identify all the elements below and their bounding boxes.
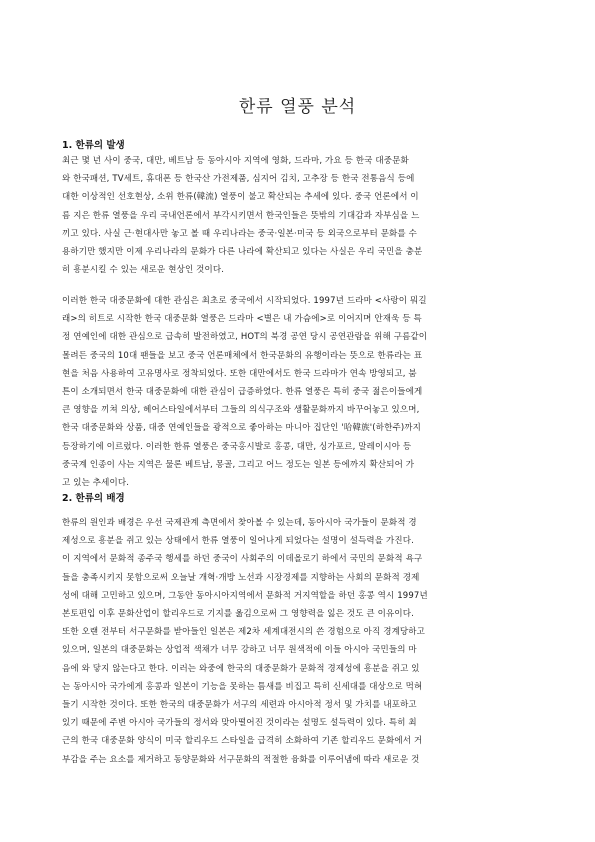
text-line: 최근 몇 년 사이 중국, 대만, 베트남 등 동아시아 지역에 영화, 드라마, 가요 등 한국 대중문화 (62, 156, 409, 166)
text-line: 제성으로 흥분을 쥐고 있는 상태에서 한류 열풍이 일어나게 되었다는 설명이 설득력을 가진다. (62, 536, 414, 547)
text-line: 중국계 인종이 사는 지역은 물론 베트남, 몽골, 그리고 어느 정도는 일본 등에까지 확산되어 가 (62, 459, 415, 470)
text-line: 들을 충족시키지 못함으로써 오늘날 개혁·개방 노선과 시장경제를 지향하는 사회의 문화적 경제 (62, 572, 420, 583)
text-line: 성에 대해 고민하고 있으며, 그동안 동아시아지역에서 문화적 거지역할을 하던 홍콩 역시 1997년 (62, 590, 428, 601)
text-line: 큰 영향을 끼쳐 의상, 헤어스타일에서부터 그들의 의식구조와 생활문화까지 바꾸어놓고 있으며, (62, 405, 420, 416)
text-line: 음에 와 닿지 않는다고 한다. 이러는 와중에 한국의 대중문화가 문화적 경제성에 흥분을 쥐고 있 (62, 663, 420, 674)
section-1-paragraph-1 (62, 152, 534, 279)
text-line: 튼이 소개되면서 한국 대중문화에 대한 관심이 급증하였다. 한류 열풍은 특히 중국 젊은이들에게 (62, 387, 423, 398)
section-2-paragraph-1 (62, 514, 534, 769)
text-line: 와 한국패션, TV세트, 휴대폰 등 한국산 가전제품, 심지어 김치, 고추장 등 한국 전통음식 등에 (62, 174, 415, 185)
text-line: 한류의 원인과 배경은 우선 국제관계 측면에서 찾아볼 수 있는데, 동아시아 국가들이 문화적 경 (62, 518, 417, 528)
text-line: 또한 오랜 전부터 서구문화를 받아들인 일본은 제2차 세계대전시의 쓴 경험으로 아직 경계당하고 (62, 627, 426, 638)
text-line: 정 연예인에 대한 관심으로 급속히 발전하였고, HOT의 북경 공연 당시 공연관람을 위해 구름같이 (62, 332, 428, 343)
section-heading-1: 1. 한류의 발생 (62, 140, 125, 151)
text-line: 고 있는 추세이다. (62, 478, 130, 489)
text-line: 래>의 히트로 시작한 한국 대중문화 열풍은 드라마 <별은 내 가슴에>로 이어지며 안재욱 등 특 (62, 314, 422, 325)
text-line: 히 흥분시킬 수 있는 새로운 현상인 것이다. (62, 265, 225, 276)
text-line: 있으며, 일본의 대중문화는 상업적 색채가 너무 강하고 너무 원색적에 이들 아시아 국민들의 마 (62, 645, 417, 656)
text-line: 근의 한국 대중문화 양식이 미국 할리우드 스타일을 급격히 소화하여 기존 할리우드 문화에서 거 (62, 736, 423, 747)
text-line: 있기 때문에 주변 아시아 국가들의 정서와 맞아떨어진 것이라는 설명도 설득력이 있다. 특히 최 (62, 718, 417, 729)
text-line: 한국 대중문화와 상품, 대중 연예인들을 광적으로 좋아하는 마니아 집단인 '哈韓族'(하한주)까지 (62, 423, 422, 434)
text-line: 는 동아시아 국가에게 홍콩과 일본이 기능을 못하는 틈새를 비집고 특히 신세대를 대상으로 먹혀 (62, 681, 423, 692)
text-line: 부감을 주는 요소를 제거하고 동양문화와 서구문화의 적절한 융화를 이루어냄에 따라 새로운 것 (62, 754, 420, 765)
text-line: 몰려든 중국의 10대 팬들을 보고 중국 언론매체에서 한국문화의 유행이라는 뜻으로 한류라는 표 (62, 350, 423, 361)
text-line: 들기 시작한 것이다. 또한 한국의 대중문화가 서구의 세련과 아시아적 정서 및 가치를 내포하고 (62, 700, 417, 711)
text-line: 등장하기에 이르렀다. 이러한 한류 열풍은 중국홍시발로 홍콩, 대만, 싱가포르, 말레이시아 등 (62, 441, 412, 452)
text-line: 끼고 있다. 사실 근·현대사만 놓고 볼 때 우리나라는 중국·일본·미국 등 외국으로부터 문화를 수 (62, 228, 417, 239)
section-1-paragraph-2 (62, 292, 534, 492)
text-line: 대한 이상적인 선호현상, 소위 한류(韓流) 열풍이 불고 확산되는 추세에 있다. 중국 언론에서 이 (62, 192, 419, 203)
text-line: 이 지역에서 문화적 종주국 행세를 하던 중국이 사회주의 이데올로기 하에서 국민의 문화적 욕구 (62, 554, 423, 565)
text-line: 름 지은 한류 열풍을 우리 국내언론에서 부각시키면서 한국인들은 뜻밖의 기대감과 자부심을 느 (62, 210, 420, 221)
document-title: 한류 열풍 분석 (238, 97, 357, 117)
text-line: 이러한 한국 대중문화에 대한 관심은 최초로 중국에서 시작되었다. 1997년 드라마 <사랑이 뭐길 (62, 296, 427, 306)
text-line: 현을 처음 사용하여 고유명사로 정착되었다. 또한 대만에서도 한국 드라마가 연속 방영되고, 붐 (62, 368, 417, 379)
text-line: 본토편입 이후 문화산업이 할리우드로 기지를 옮김으로써 그 영향력을 잃은 것도 큰 이유이다. (62, 609, 414, 620)
section-heading-2: 2. 한류의 배경 (62, 493, 125, 504)
text-line: 용하기만 했지만 이제 우리나라의 문화가 다른 나라에 확산되고 있다는 사실은 우리 국민을 충분 (62, 247, 423, 258)
